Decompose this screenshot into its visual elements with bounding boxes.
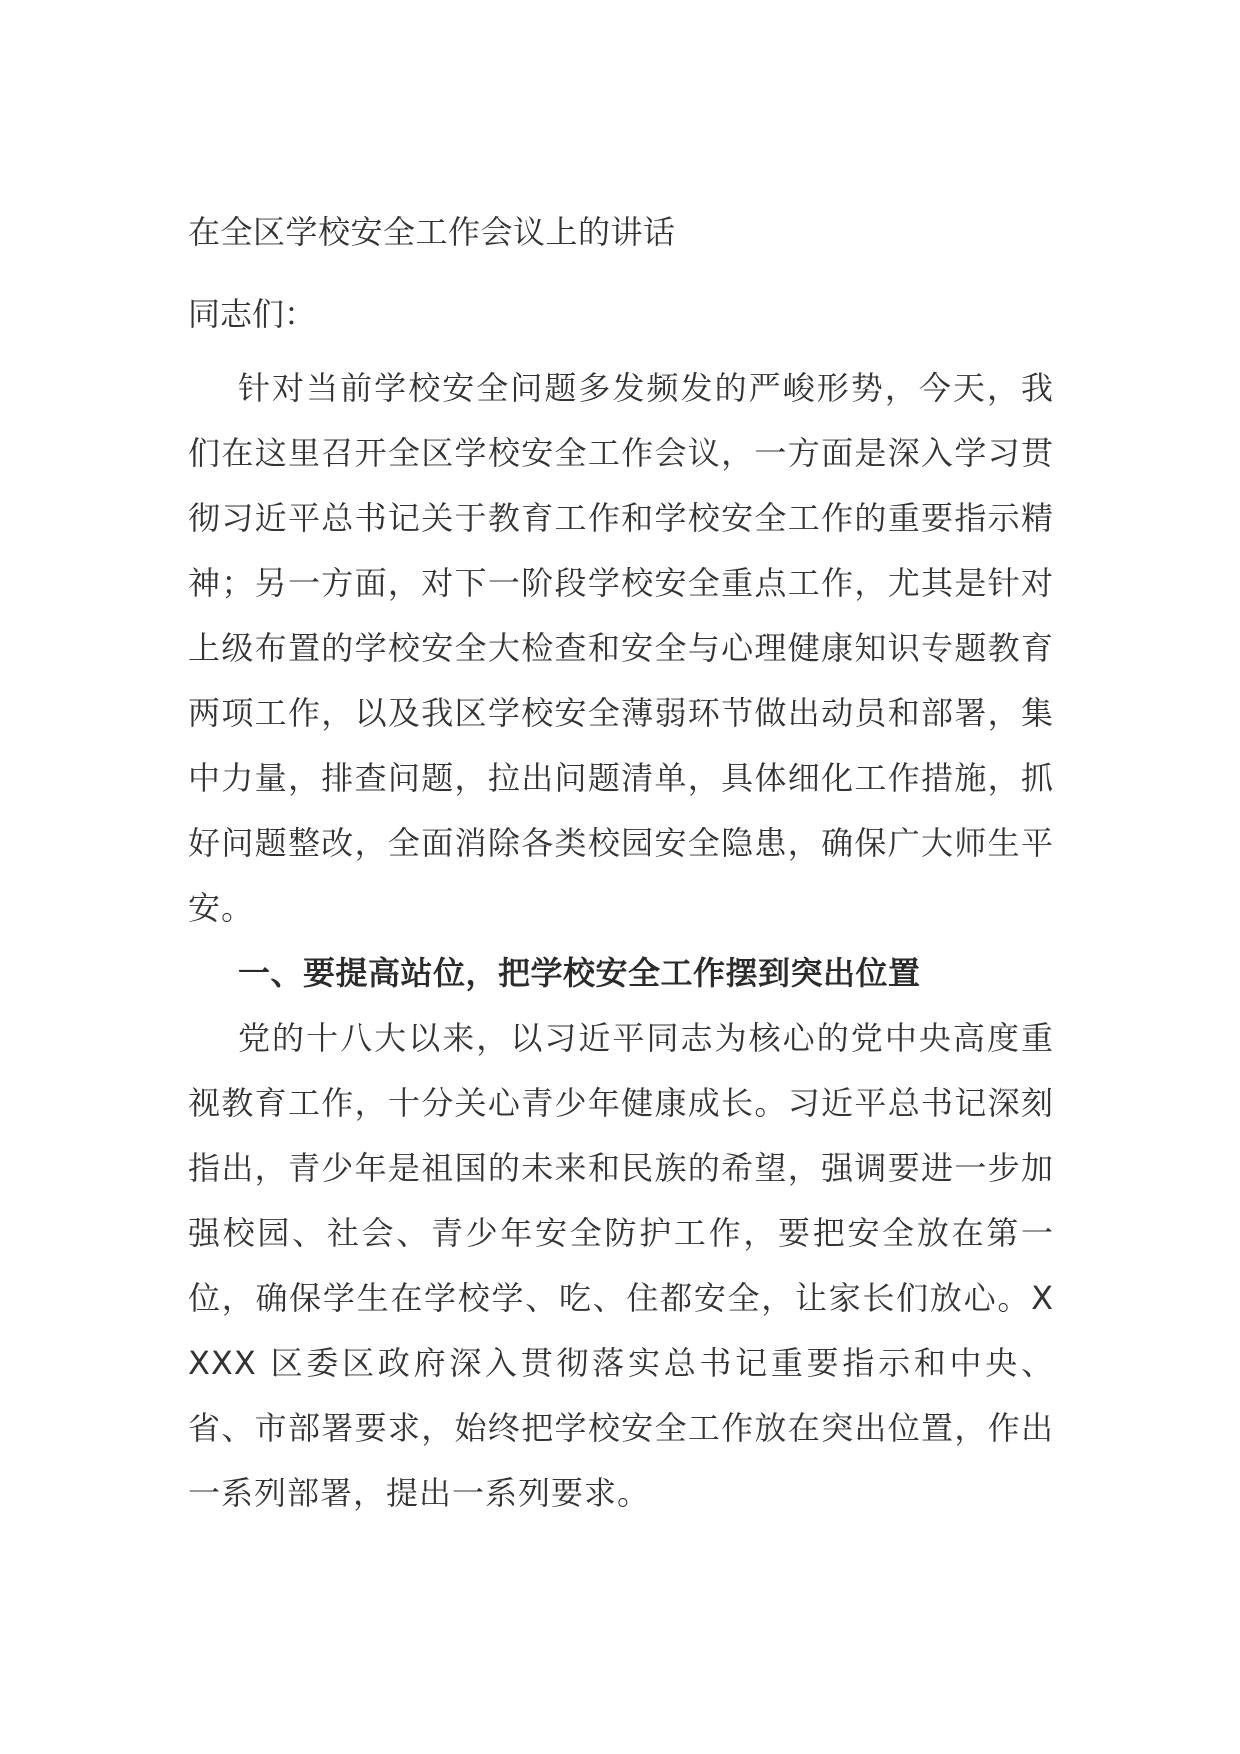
section-heading-1: 一、要提高站位，把学校安全工作摆到突出位置	[238, 954, 921, 992]
intro-paragraph: 针对当前学校安全问题多发频发的严峻形势，今天，我们在这里召开全区学校安全工作会议，一方面是深入学习贯彻习近平总书记关于教育工作和学校安全工作的重要指示精神；另一方面，对下一阶段学校安全重点工作，尤其是针对上级布置的学校安全大检查和安全与心理健康知识专题教育两项工作，以及我区学校安全薄弱环节做出动员和部署，集中力量，排查问题，拉出问题清单，具体细化工作措施，抓好问题整改，全面消除各类校园安全隐患，确保广大师生平安。	[188, 369, 1054, 927]
section-1-paragraph: 党的十八大以来，以习近平同志为核心的党中央高度重视教育工作，十分关心青少年健康成长。习近平总书记深刻指出，青少年是祖国的未来和民族的希望，强调要进一步加强校园、社会、青少年安全防护工作，要把安全放在第一位，确保学生在学校学、吃、住都安全，让家长们放心。XXXX 区委区政府深入贯彻落实总书记重要指示和中央、省、市部署要求，始终把学校安全工作放在突出位置，作出一系列部署，提出一系列要求。	[188, 1019, 1054, 1512]
document-title: 在全区学校安全工作会议上的讲话	[188, 213, 676, 251]
salutation: 同志们：	[188, 295, 317, 333]
document-body	[188, 212, 1054, 1526]
